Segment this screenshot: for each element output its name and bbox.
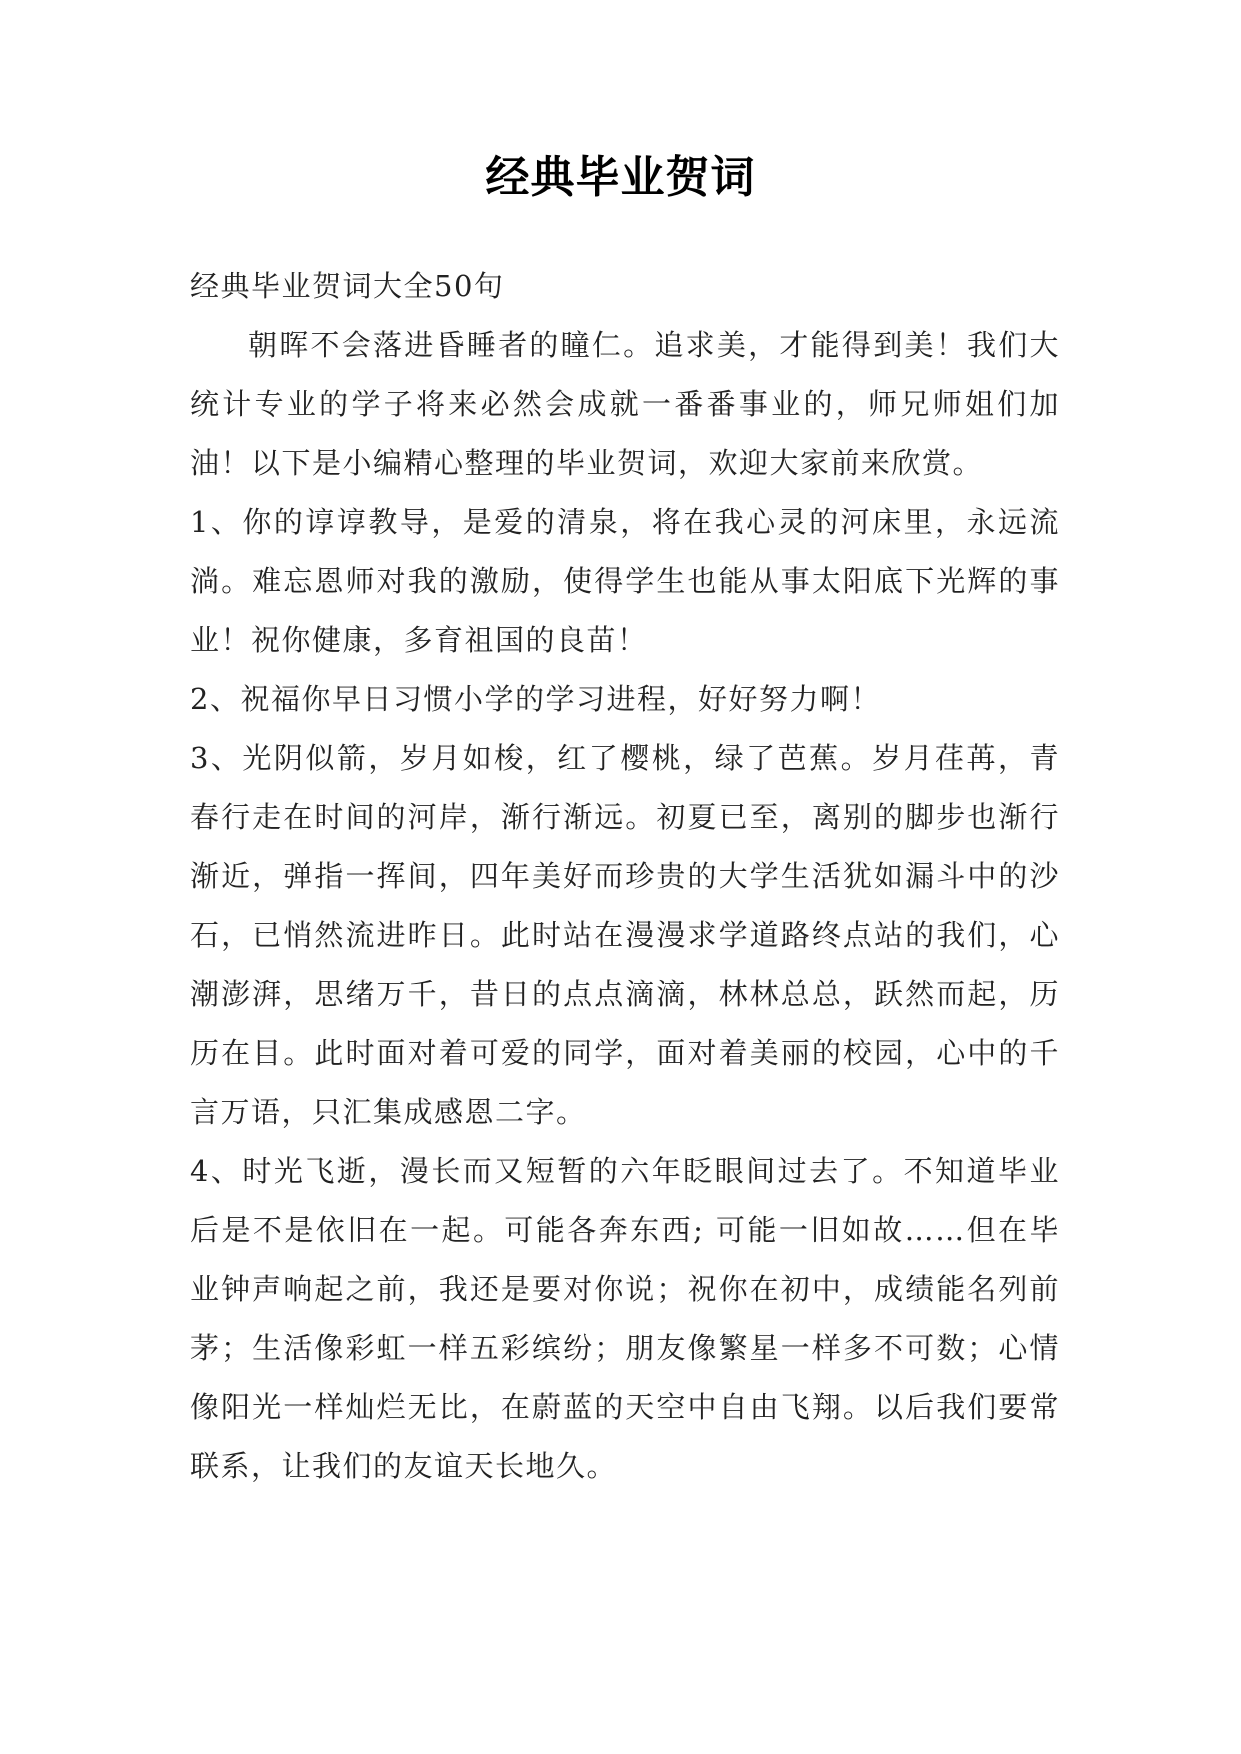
list-item-3: 3、光阴似箭，岁月如梭，红了樱桃，绿了芭蕉。岁月荏苒，青春行走在时间的河岸，渐行渐远。初夏已至，离别的脚步也渐行渐近，弹指一挥间，四年美好而珍贵的大学生活犹如漏斗中的沙石，已悄然流进昨日。此时站在漫漫求学道路终点站的我们，心潮澎湃，思绪万千，昔日的点点滴滴，林林总总，跃然而起，历历在目。此时面对着可爱的同学，面对着美丽的校园，心中的千言万语，只汇集成感恩二字。 xyxy=(190,741,1060,1129)
document-body xyxy=(190,257,1060,1496)
intro-paragraph: 朝晖不会落进昏睡者的瞳仁。追求美，才能得到美！我们大统计专业的学子将来必然会成就一番番事业的，师兄师姐们加油！以下是小编精心整理的毕业贺词，欢迎大家前来欣赏。 xyxy=(190,328,1060,480)
list-item-1: 1、你的谆谆教导，是爱的清泉，将在我心灵的河床里，永远流淌。难忘恩师对我的激励，使得学生也能从事太阳底下光辉的事业！祝你健康，多育祖国的良苗！ xyxy=(190,505,1060,657)
document-subtitle: 经典毕业贺词大全50句 xyxy=(190,269,505,303)
document-title: 经典毕业贺词 xyxy=(485,152,756,203)
list-item-4: 4、时光飞逝，漫长而又短暂的六年眨眼间过去了。不知道毕业后是不是依旧在一起。可能各奔东西; 可能一旧如故……但在毕业钟声响起之前，我还是要对你说；祝你在初中，成绩能名列前茅；生活像彩虹一样五彩缤纷；朋友像繁星一样多不可数；心情像阳光一样灿烂无比，在蔚蓝的天空中自由飞翔。以后我们要常联系，让我们的友谊天长地久。 xyxy=(190,1154,1060,1483)
list-item-2: 2、祝福你早日习惯小学的学习进程，好好努力啊！ xyxy=(190,682,881,716)
